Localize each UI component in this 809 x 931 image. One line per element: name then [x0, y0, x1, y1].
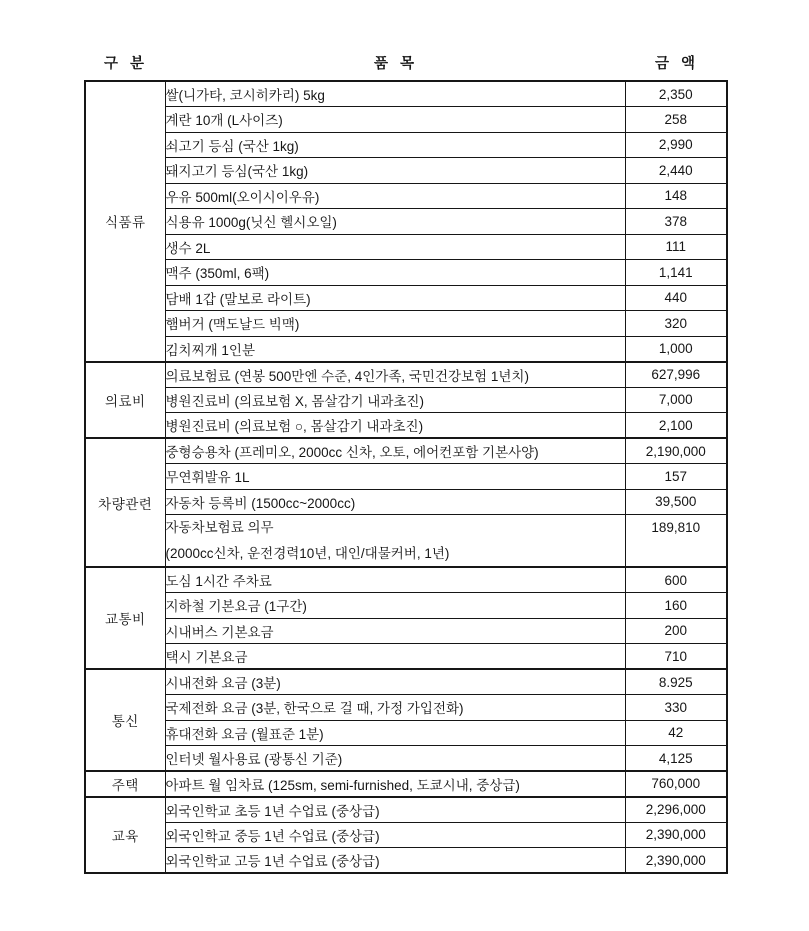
- item-cell: 자동차 등록비 (1500cc~2000cc): [165, 489, 625, 515]
- amount-cell: 39,500: [625, 489, 727, 515]
- table-row: [85, 618, 727, 644]
- item-cell: 무연휘발유 1L: [165, 464, 625, 490]
- item-cell: 돼지고기 등심(국산 1kg): [165, 158, 625, 184]
- item-cell: 쇠고기 등심 (국산 1kg): [165, 132, 625, 158]
- amount-cell: 330: [625, 695, 727, 721]
- category-cell: 차량관련: [85, 438, 165, 567]
- table-row: [85, 593, 727, 619]
- table-row: [85, 260, 727, 286]
- table-row: [85, 81, 727, 107]
- table-row: [85, 695, 727, 721]
- amount-cell: 2,296,000: [625, 797, 727, 823]
- table-row: [85, 464, 727, 490]
- table-row: [85, 209, 727, 235]
- price-table-document: [84, 45, 726, 874]
- amount-cell: [625, 515, 727, 568]
- item-cell: 국제전화 요금 (3분, 한국으로 걸 때, 가정 가입전화): [165, 695, 625, 721]
- category-cell: 교통비: [85, 567, 165, 669]
- table-row: [85, 822, 727, 848]
- price-table-body: [85, 81, 727, 873]
- item-cell: 병원진료비 (의료보험 X, 몸살감기 내과초진): [165, 387, 625, 413]
- price-table: [84, 80, 728, 874]
- item-cell: 지하철 기본요금 (1구간): [165, 593, 625, 619]
- table-row: [85, 438, 727, 464]
- amount-cell: 2,350: [625, 81, 727, 107]
- item-cell: 햄버거 (맥도날드 빅맥): [165, 311, 625, 337]
- amount-value: 189,810: [651, 520, 701, 535]
- amount-cell: 7,000: [625, 387, 727, 413]
- table-row: [85, 669, 727, 695]
- item-cell: 병원진료비 (의료보험 ○, 몸살감기 내과초진): [165, 413, 625, 439]
- table-row: [85, 644, 727, 670]
- item-cell: 중형승용차 (프레미오, 2000cc 신차, 오토, 에어컨포함 기본사양): [165, 438, 625, 464]
- header-item: 품 목: [373, 56, 419, 72]
- amount-cell: 1,141: [625, 260, 727, 286]
- amount-cell: 627,996: [625, 362, 727, 388]
- header-amount: 금 액: [654, 56, 700, 72]
- item-cell: 외국인학교 고등 1년 수업료 (중상급): [165, 848, 625, 874]
- category-cell: 통신: [85, 669, 165, 771]
- amount-cell: 440: [625, 285, 727, 311]
- amount-cell: 1,000: [625, 336, 727, 362]
- item-cell: 우유 500ml(오이시이우유): [165, 183, 625, 209]
- item-cell: 도심 1시간 주차료: [165, 567, 625, 593]
- table-row: [85, 362, 727, 388]
- table-row: [85, 158, 727, 184]
- table-row: [85, 746, 727, 772]
- table-row: [85, 720, 727, 746]
- amount-cell: 148: [625, 183, 727, 209]
- amount-cell: 600: [625, 567, 727, 593]
- item-cell: 외국인학교 중등 1년 수업료 (중상급): [165, 822, 625, 848]
- table-row: [85, 797, 727, 823]
- table-row: [85, 336, 727, 362]
- table-row: [85, 413, 727, 439]
- amount-cell: 258: [625, 107, 727, 133]
- category-cell: 식품류: [85, 81, 165, 362]
- amount-cell: 42: [625, 720, 727, 746]
- item-cell: 쌀(니가타, 코시히카리) 5kg: [165, 81, 625, 107]
- table-row: [85, 848, 727, 874]
- item-cell: 시내버스 기본요금: [165, 618, 625, 644]
- item-cell: 식용유 1000g(닛신 헬시오일): [165, 209, 625, 235]
- amount-cell: 111: [625, 234, 727, 260]
- item-cell: 외국인학교 초등 1년 수업료 (중상급): [165, 797, 625, 823]
- item-cell: 시내전화 요금 (3분): [165, 669, 625, 695]
- amount-cell: 2,990: [625, 132, 727, 158]
- amount-cell: 320: [625, 311, 727, 337]
- item-line-1: 자동차보험료 의무: [165, 520, 274, 535]
- amount-cell: 710: [625, 644, 727, 670]
- table-row: [85, 387, 727, 413]
- table-row: [85, 234, 727, 260]
- table-header-row: [84, 45, 726, 80]
- table-row: [85, 515, 727, 568]
- amount-cell: 157: [625, 464, 727, 490]
- table-row: [85, 771, 727, 797]
- amount-cell: 760,000: [625, 771, 727, 797]
- item-cell: [165, 515, 625, 568]
- item-cell: 담배 1갑 (말보로 라이트): [165, 285, 625, 311]
- header-category: 구 분: [103, 56, 149, 72]
- amount-cell: 2,440: [625, 158, 727, 184]
- item-line-2: (2000cc신차, 운전경력10년, 대인/대물커버, 1년): [165, 545, 450, 561]
- item-cell: 휴대전화 요금 (월표준 1분): [165, 720, 625, 746]
- category-cell: 주택: [85, 771, 165, 797]
- item-cell: 맥주 (350ml, 6팩): [165, 260, 625, 286]
- amount-cell: 2,100: [625, 413, 727, 439]
- table-row: [85, 489, 727, 515]
- table-row: [85, 567, 727, 593]
- item-cell: 택시 기본요금: [165, 644, 625, 670]
- table-row: [85, 183, 727, 209]
- table-row: [85, 132, 727, 158]
- item-cell: 인터넷 월사용료 (광통신 기준): [165, 746, 625, 772]
- amount-cell: 200: [625, 618, 727, 644]
- category-cell: 교육: [85, 797, 165, 874]
- amount-cell: 8.925: [625, 669, 727, 695]
- amount-cell: 160: [625, 593, 727, 619]
- amount-cell: 2,390,000: [625, 822, 727, 848]
- item-cell: 생수 2L: [165, 234, 625, 260]
- item-cell: 김치찌개 1인분: [165, 336, 625, 362]
- table-row: [85, 107, 727, 133]
- amount-cell: 4,125: [625, 746, 727, 772]
- item-cell: 계란 10개 (L사이즈): [165, 107, 625, 133]
- table-row: [85, 285, 727, 311]
- item-cell: 의료보험료 (연봉 500만엔 수준, 4인가족, 국민건강보험 1년치): [165, 362, 625, 388]
- table-row: [85, 311, 727, 337]
- amount-cell: 378: [625, 209, 727, 235]
- amount-cell: 2,190,000: [625, 438, 727, 464]
- amount-cell: 2,390,000: [625, 848, 727, 874]
- category-cell: 의료비: [85, 362, 165, 439]
- item-cell: 아파트 월 임차료 (125sm, semi-furnished, 도쿄시내, 중상급): [165, 771, 625, 797]
